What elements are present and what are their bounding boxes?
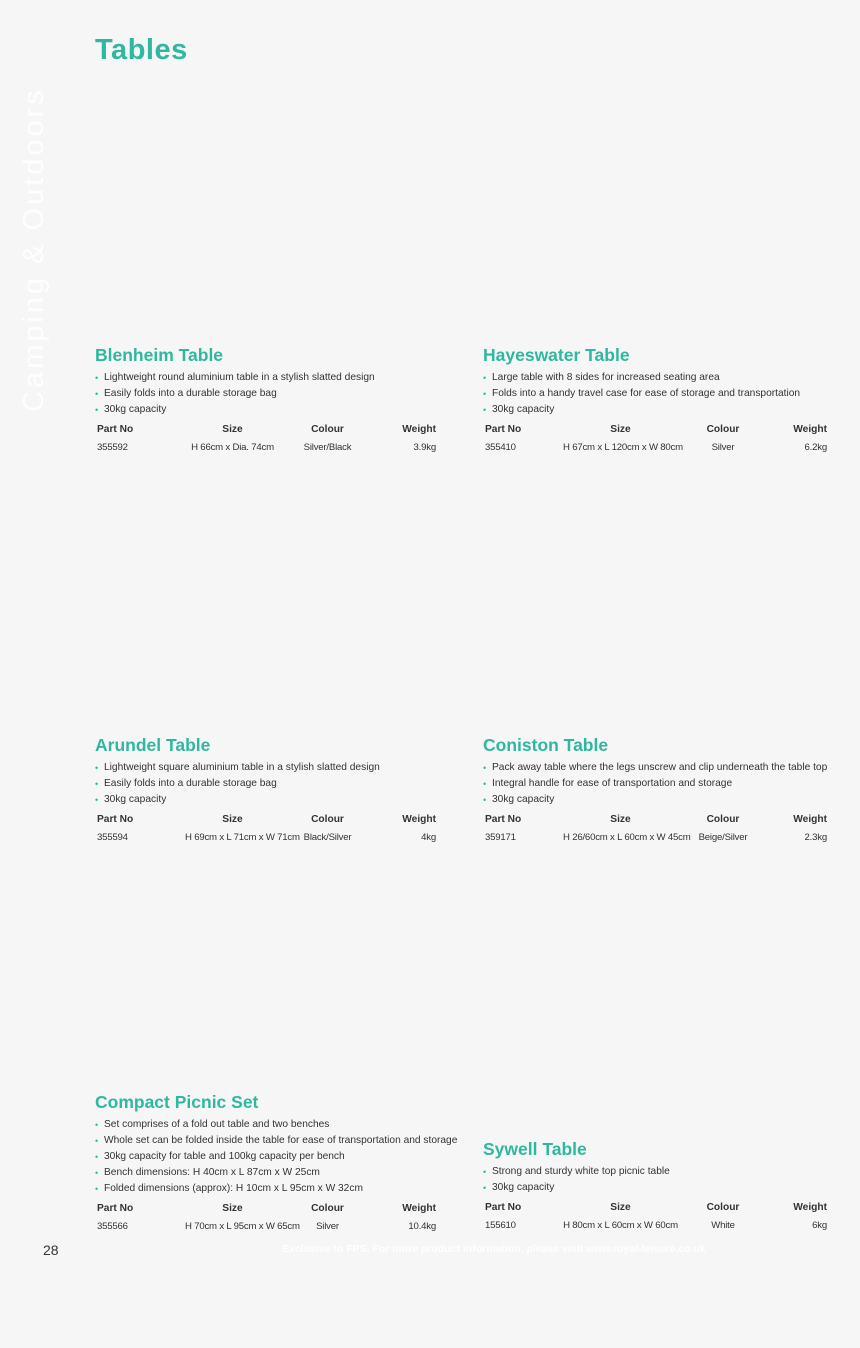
size: H 67cm x L 120cm x W 80cm bbox=[563, 442, 683, 453]
header-weight: Weight bbox=[402, 814, 436, 825]
size: H 26/60cm x L 60cm x W 45cm bbox=[563, 832, 691, 843]
spec-table bbox=[95, 421, 440, 457]
product-name: Arundel Table bbox=[95, 735, 211, 755]
page-title: Tables bbox=[95, 34, 188, 66]
feature-item: • Bench dimensions: H 40cm x L 87cm x W 25cm bbox=[95, 1165, 457, 1181]
colour: Silver bbox=[711, 442, 735, 453]
feature-list bbox=[95, 370, 440, 418]
part-no: 155610 bbox=[485, 1220, 516, 1231]
weight: 6.2kg bbox=[804, 442, 827, 453]
header-weight: Weight bbox=[402, 424, 436, 435]
colour: Silver/Black bbox=[303, 442, 352, 453]
colour: White bbox=[711, 1220, 735, 1231]
weight: 6kg bbox=[812, 1220, 827, 1231]
feature-list bbox=[483, 370, 831, 418]
header-size: Size bbox=[222, 1203, 243, 1214]
header-size: Size bbox=[610, 1202, 631, 1213]
spec-table bbox=[483, 421, 831, 457]
feature-item: • 30kg capacity bbox=[95, 402, 440, 418]
footer-note: Exclusive to FPS. For more product information, please visit www.royal-leisure.co.uk bbox=[282, 1243, 706, 1255]
colour: Black/Silver bbox=[303, 832, 352, 843]
header-weight: Weight bbox=[402, 1203, 436, 1214]
product-blenheim-table bbox=[95, 345, 440, 457]
header-part-no: Part No bbox=[97, 424, 134, 435]
product-arundel-table bbox=[95, 735, 440, 847]
weight: 10.4kg bbox=[408, 1221, 436, 1232]
page-number: 28 bbox=[43, 1242, 59, 1258]
feature-list bbox=[95, 760, 440, 808]
header-weight: Weight bbox=[793, 424, 827, 435]
feature-item: • Easily folds into a durable storage bag bbox=[95, 386, 440, 402]
header-colour: Colour bbox=[311, 424, 344, 435]
weight: 4kg bbox=[421, 832, 436, 843]
weight: 3.9kg bbox=[413, 442, 436, 453]
feature-item: • Easily folds into a durable storage bag bbox=[95, 776, 440, 792]
colour: Beige/Silver bbox=[698, 832, 748, 843]
feature-list bbox=[483, 760, 831, 808]
header-colour: Colour bbox=[706, 424, 740, 435]
header-size: Size bbox=[222, 424, 243, 435]
part-no: 355594 bbox=[97, 832, 128, 843]
feature-item: • Strong and sturdy white top picnic table bbox=[483, 1164, 831, 1180]
part-no: 355566 bbox=[97, 1221, 128, 1232]
header-part-no: Part No bbox=[97, 814, 134, 825]
weight: 2.3kg bbox=[804, 832, 827, 843]
header-part-no: Part No bbox=[97, 1203, 134, 1214]
feature-item: • Lightweight round aluminium table in a stylish slatted design bbox=[95, 370, 440, 386]
size: H 80cm x L 60cm x W 60cm bbox=[563, 1220, 678, 1231]
product-name: Blenheim Table bbox=[95, 345, 224, 365]
part-no: 355410 bbox=[485, 442, 516, 453]
spec-table bbox=[483, 811, 831, 847]
size: H 69cm x L 71cm x W 71cm bbox=[185, 832, 300, 843]
feature-item: • 30kg capacity bbox=[483, 792, 831, 808]
feature-item: • Folded dimensions (approx): H 10cm x L 95cm x W 32cm bbox=[95, 1181, 457, 1197]
product-name: Hayeswater Table bbox=[483, 345, 630, 365]
feature-item: • Pack away table where the legs unscrew and clip underneath the table top bbox=[483, 760, 831, 776]
product-compact-picnic-set bbox=[95, 1092, 457, 1236]
spec-table bbox=[95, 811, 440, 847]
feature-item: • Integral handle for ease of transportation and storage bbox=[483, 776, 831, 792]
header-colour: Colour bbox=[311, 814, 344, 825]
feature-item: • Set comprises of a fold out table and two benches bbox=[95, 1117, 457, 1133]
header-size: Size bbox=[610, 424, 631, 435]
feature-item: • Folds into a handy travel case for ease of storage and transportation bbox=[483, 386, 831, 402]
feature-item: • 30kg capacity for table and 100kg capacity per bench bbox=[95, 1149, 457, 1165]
header-part-no: Part No bbox=[485, 1202, 522, 1213]
part-no: 359171 bbox=[485, 832, 516, 843]
feature-item: • 30kg capacity bbox=[483, 1180, 831, 1196]
header-weight: Weight bbox=[793, 814, 827, 825]
feature-item: • 30kg capacity bbox=[483, 402, 831, 418]
size: H 66cm x Dia. 74cm bbox=[191, 442, 274, 453]
colour: Silver bbox=[316, 1221, 339, 1232]
header-colour: Colour bbox=[706, 1202, 740, 1213]
feature-item: • Lightweight square aluminium table in a stylish slatted design bbox=[95, 760, 440, 776]
header-colour: Colour bbox=[311, 1203, 344, 1214]
product-name: Sywell Table bbox=[483, 1139, 587, 1159]
feature-list bbox=[95, 1117, 457, 1197]
header-size: Size bbox=[610, 814, 631, 825]
size: H 70cm x L 95cm x W 65cm bbox=[185, 1221, 300, 1232]
spec-table bbox=[95, 1200, 440, 1236]
product-sywell-table bbox=[483, 1139, 831, 1235]
product-name: Compact Picnic Set bbox=[95, 1092, 259, 1112]
product-coniston-table bbox=[483, 735, 831, 847]
feature-item: • Whole set can be folded inside the table for ease of transportation and storage bbox=[95, 1133, 457, 1149]
header-part-no: Part No bbox=[485, 814, 522, 825]
header-weight: Weight bbox=[793, 1202, 827, 1213]
spec-table bbox=[483, 1199, 831, 1235]
feature-item: • 30kg capacity bbox=[95, 792, 440, 808]
header-part-no: Part No bbox=[485, 424, 522, 435]
feature-item: • Large table with 8 sides for increased seating area bbox=[483, 370, 831, 386]
section-side-label: Camping & Outdoors bbox=[18, 87, 50, 412]
product-hayeswater-table bbox=[483, 345, 831, 457]
header-colour: Colour bbox=[706, 814, 740, 825]
feature-list bbox=[483, 1164, 831, 1196]
product-name: Coniston Table bbox=[483, 735, 609, 755]
header-size: Size bbox=[222, 814, 243, 825]
part-no: 355592 bbox=[97, 442, 128, 453]
